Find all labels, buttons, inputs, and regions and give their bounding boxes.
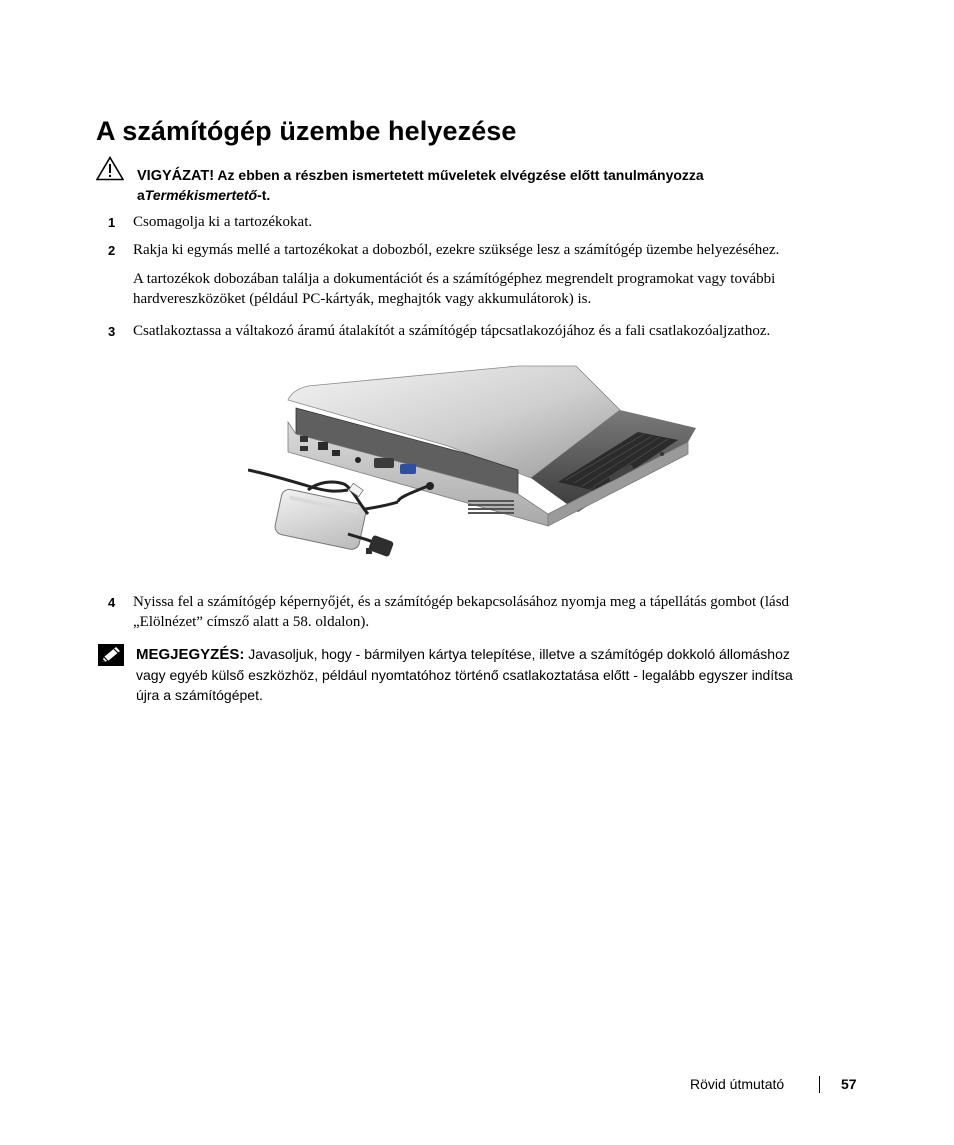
step-2-paragraph [133, 269, 855, 309]
step-text [133, 592, 855, 632]
note-lead: MEGJEGYZÉS: [136, 646, 245, 663]
caution-body: Az ebben a részben ismertetett műveletek elvégzése előtt tanulmányozza [214, 167, 704, 183]
footer-section-title: Rövid útmutató [690, 1076, 785, 1092]
step-text-line: Nyissa fel a számítógép képernyőjét, és a számítógép bekapcsolásához nyomja meg a tápellátás gombot (lásd [133, 594, 790, 610]
caution-doc-title: Termékismertető [144, 187, 258, 203]
note-line: újra a számítógépet. [136, 687, 263, 703]
step-text: Csomagolja ki a tartozékokat. [133, 214, 313, 230]
warning-triangle-icon [96, 156, 124, 181]
laptop-ac-adapter-illustration [248, 362, 700, 576]
step-text: Rakja ki egymás mellé a tartozékokat a dobozból, ezekre szüksége lesz a számítógép üzembe helyezéséhez. [133, 242, 780, 258]
page-title: A számítógép üzembe helyezése [96, 116, 517, 146]
note-line: vagy egyéb külső eszközhöz, például nyomtatóhoz történő csatlakoztatása előtt - legalább egyszer indítsa [136, 667, 793, 683]
caution-lead: VIGYÁZAT! [137, 168, 215, 184]
paragraph-line: A tartozékok dobozában találja a dokumentációt és a számítógéphez megrendelt programokat vagy további [133, 271, 776, 287]
caution-text [137, 166, 857, 205]
footer-divider [819, 1076, 820, 1093]
step-number: 4 [108, 595, 116, 610]
paragraph-line: hardvereszközöket (például PC-kártyák, meghajtók vagy akkumulátorok) is. [133, 291, 592, 307]
note-pencil-icon [98, 644, 124, 666]
step-number: 1 [108, 215, 116, 230]
note-text [136, 644, 858, 705]
caution-body-suffix: -t. [257, 187, 271, 203]
caution-body-prefix: a [137, 187, 145, 203]
step-text-line: „Elölnézet” címsző alatt a 58. oldalon). [133, 614, 370, 630]
note-line: Javasoljuk, hogy - bármilyen kártya telepítése, illetve a számítógép dokkoló állomáshoz [244, 646, 790, 662]
step-text: Csatlakoztassa a váltakozó áramú átalakítót a számítógép tápcsatlakozójához és a fali csatlakozóaljzathoz. [133, 323, 771, 339]
step-number: 2 [108, 243, 116, 258]
page-number: 57 [841, 1076, 857, 1092]
step-number: 3 [108, 324, 116, 339]
